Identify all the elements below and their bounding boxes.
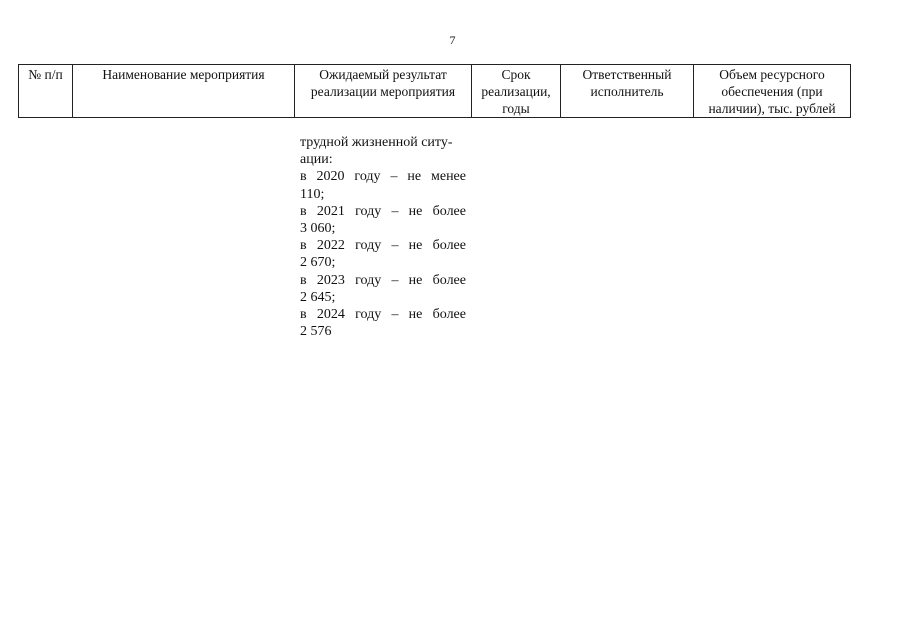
- column-header-number: № п/п: [19, 65, 73, 118]
- text-line: 2 670;: [300, 255, 336, 271]
- column-header-funding: Объем ресурсного обеспечения (при наличии), тыс. рублей: [694, 65, 851, 118]
- text-line: 2 576: [300, 324, 332, 340]
- text-line: ации:: [300, 152, 333, 168]
- column-header-event-name: Наименование мероприятия: [73, 65, 295, 118]
- text-line: в 2024 году – не более: [300, 307, 466, 323]
- text-line: в 2021 году – не более: [300, 203, 466, 219]
- text-line: 110;: [300, 186, 325, 202]
- page-number: 7: [449, 33, 456, 47]
- text-line: в 2020 году – не менее: [300, 169, 466, 185]
- text-line: 2 645;: [300, 289, 336, 305]
- column-header-term: Срок реализации, годы: [472, 65, 561, 118]
- header-table: [18, 64, 851, 118]
- column-header-expected-result: Ожидаемый результат реализации мероприятия: [295, 65, 472, 118]
- header-row: [19, 65, 851, 118]
- text-line: в 2023 году – не более: [300, 272, 466, 288]
- text-line: в 2022 году – не более: [300, 238, 466, 254]
- expected-result-continuation: [300, 134, 466, 340]
- column-header-responsible: Ответственный исполнитель: [561, 65, 694, 118]
- text-line: 3 060;: [300, 221, 336, 237]
- text-line: трудной жизненной ситу-: [300, 135, 453, 150]
